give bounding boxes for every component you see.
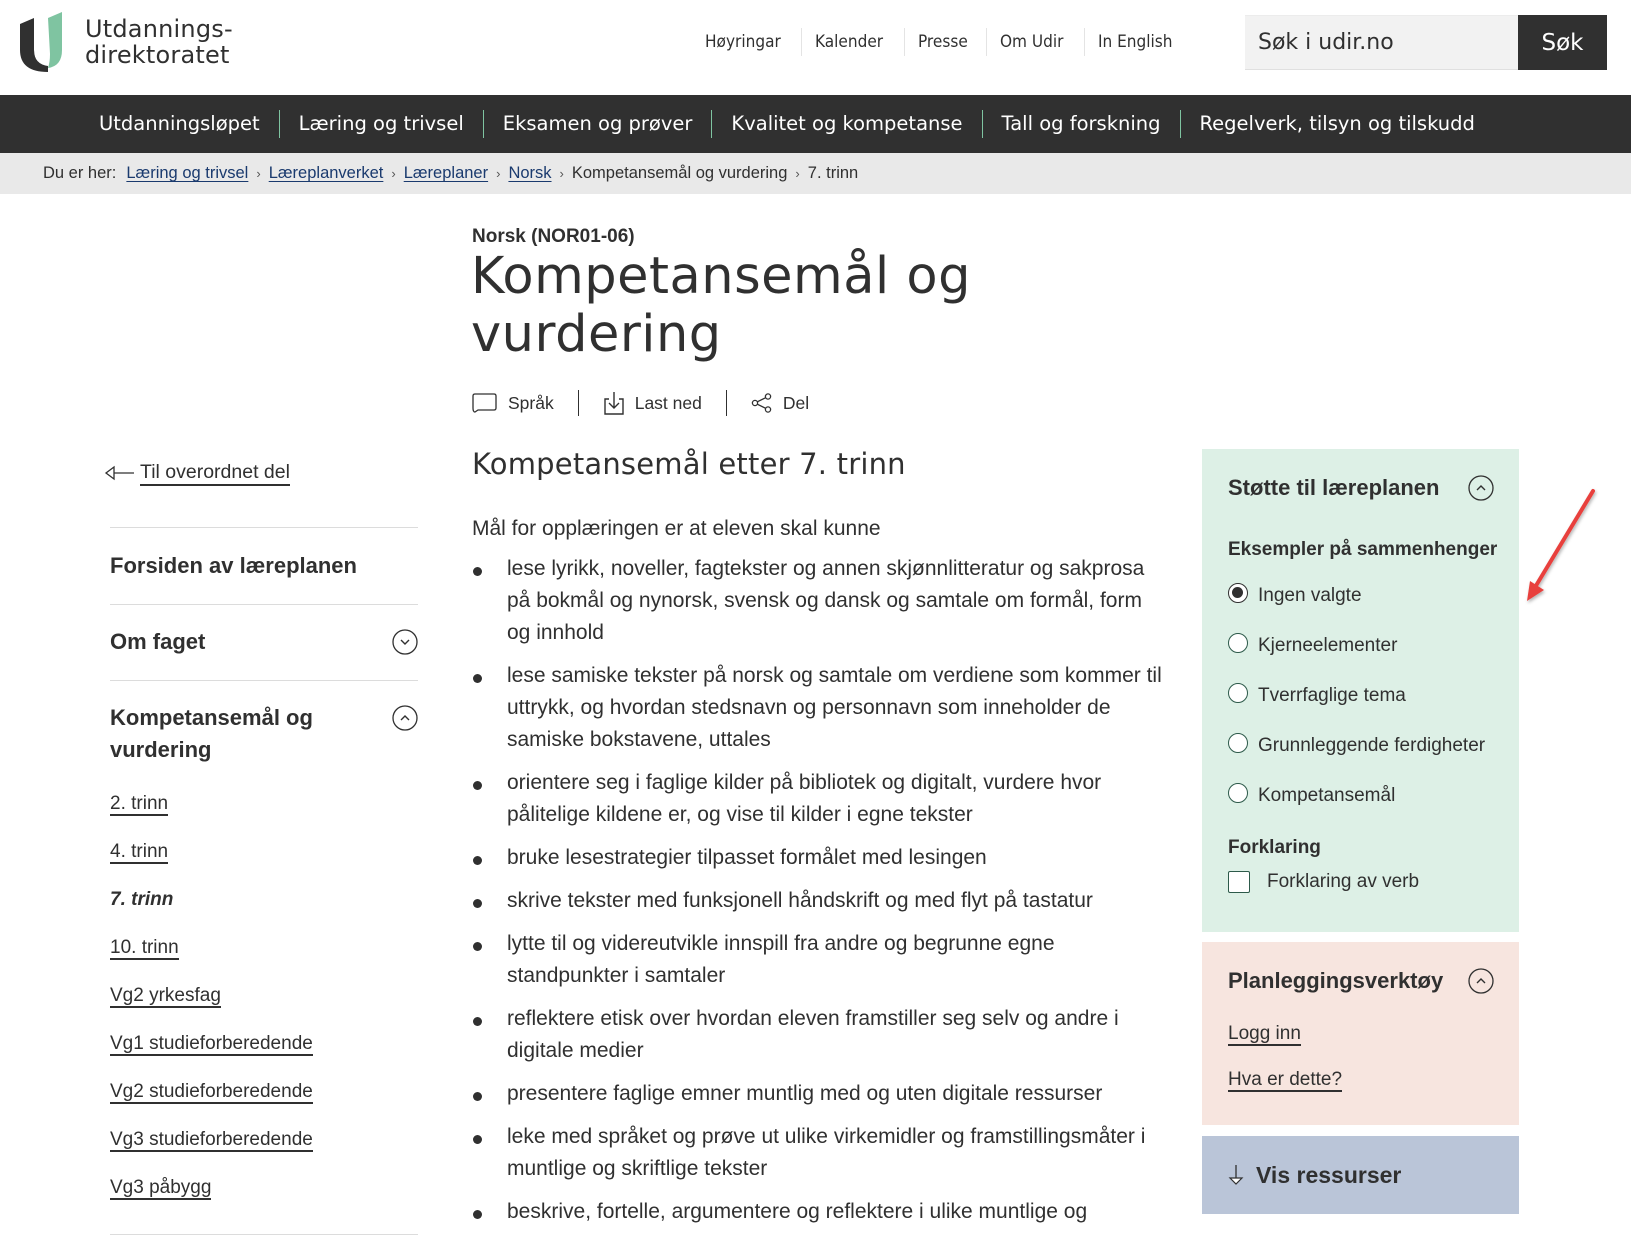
sidebar-nav: [110, 527, 418, 1235]
sidebar-item-label: Forsiden av læreplanen: [110, 553, 357, 578]
login-row: [1228, 1022, 1519, 1046]
goal-item: beskrive, fortelle, argumentere og reflektere i ulike muntlige og: [472, 1196, 1162, 1228]
radio-group: [1228, 571, 1519, 821]
sidebar-item-om-faget[interactable]: [110, 604, 418, 680]
radio-label: Ingen valgte: [1258, 585, 1362, 606]
sub-item-list: [110, 792, 418, 1224]
radio-tverrfaglige-tema[interactable]: [1228, 671, 1519, 721]
sub-item-link[interactable]: 2. trinn: [110, 793, 169, 814]
download-icon: [603, 391, 625, 415]
logo-line-2: direktoratet: [85, 41, 230, 69]
sub-item: [110, 1128, 418, 1176]
link-in-english[interactable]: In English: [1084, 28, 1186, 56]
support-panel-header[interactable]: [1228, 473, 1494, 503]
radio-kompetansemal[interactable]: [1228, 771, 1519, 821]
back-link-label: Til overordnet del: [140, 460, 290, 486]
sub-item: [110, 1032, 418, 1080]
main-nav: [0, 95, 1631, 153]
sidebar-item-kompetansemal: [110, 680, 418, 1235]
share-button[interactable]: [751, 393, 809, 414]
site-header: [0, 0, 1631, 95]
radio-button-checked[interactable]: [1228, 583, 1248, 603]
radio-button[interactable]: [1228, 633, 1248, 653]
breadcrumb-link[interactable]: Læreplanverket: [268, 164, 384, 182]
goal-item: leke med språket og prøve ut ulike virkemidler og framstillingsmåter i muntlige og skriftlige tekster: [472, 1121, 1162, 1185]
breadcrumb: [0, 153, 1631, 194]
radio-button[interactable]: [1228, 783, 1248, 803]
utility-nav: [692, 28, 1193, 56]
sub-item-link[interactable]: Vg2 yrkesfag: [110, 985, 221, 1006]
current-sub-item: 7. trinn: [110, 889, 174, 910]
planning-panel: [1202, 942, 1519, 1125]
main-content: [472, 447, 1162, 1238]
planning-panel-title: Planleggingsverktøy: [1228, 968, 1444, 993]
goal-item: lytte til og videreutvikle innspill fra andre og begrunne egne standpunkter i samtaler: [472, 928, 1162, 992]
goal-item: bruke lesestrategier tilpasset formålet med lesingen: [472, 842, 1162, 874]
arrow-left-icon: [104, 465, 134, 481]
logo[interactable]: [18, 10, 233, 74]
sidebar-item-forside[interactable]: [110, 527, 418, 604]
sub-item: [110, 792, 418, 840]
divider: [726, 390, 727, 416]
goal-item: lese samiske tekster på norsk og samtale om verdiene som kommer til uttrykk, og hvordan stedsnavn og personnavn som inneholder de samiske bokstavene, uttales: [472, 660, 1162, 756]
page-actions: [472, 390, 809, 416]
support-panel: [1202, 449, 1519, 932]
radio-label: Kompetansemål: [1258, 785, 1396, 806]
goal-item: lese lyrikk, noveller, fagtekster og annen skjønnlitteratur og sakprosa på bokmål og nynorsk, svensk og dansk og samtale om formål, form og innhold: [472, 553, 1162, 649]
sub-item-current: [110, 888, 418, 936]
breadcrumb-current: Kompetansemål og vurdering: [571, 164, 788, 182]
sub-item: [110, 936, 418, 984]
verb-explanation-checkbox-row[interactable]: [1228, 871, 1519, 893]
intro-text: Mål for opplæringen er at eleven skal kunne: [472, 517, 881, 540]
link-hoyringar[interactable]: Høyringar: [705, 32, 781, 51]
search-input[interactable]: [1245, 15, 1518, 70]
goal-item: reflektere etisk over hvordan eleven framstiller seg selv og andre i digitale medier: [472, 1003, 1162, 1067]
support-panel-title: Støtte til læreplanen: [1228, 475, 1440, 500]
nav-laering-og-trivsel[interactable]: Læring og trivsel: [279, 110, 483, 138]
subject-code: Norsk (NOR01-06): [472, 226, 635, 247]
arrow-down-icon: [1228, 1164, 1244, 1186]
share-icon: [751, 393, 773, 413]
annotation-arrow-icon: [1520, 485, 1600, 605]
divider: [578, 390, 579, 416]
link-om-udir[interactable]: Om Udir: [986, 28, 1076, 56]
link-kalender[interactable]: Kalender: [801, 28, 896, 56]
chevron-right-icon: ›: [559, 166, 564, 181]
nav-utdanningslopet[interactable]: Utdanningsløpet: [99, 112, 260, 135]
sub-item: [110, 1176, 418, 1224]
chevron-down-circle-icon[interactable]: [392, 629, 418, 655]
goals-list: [472, 553, 1162, 1228]
logo-text: [85, 16, 233, 68]
radio-grunnleggende-ferdigheter[interactable]: [1228, 721, 1519, 771]
chevron-right-icon: ›: [256, 166, 261, 181]
download-label: Last ned: [634, 392, 702, 413]
sub-item-link[interactable]: 4. trinn: [110, 841, 169, 862]
sub-item-link[interactable]: Vg3 påbygg: [110, 1177, 212, 1198]
chevron-up-circle-icon[interactable]: [392, 705, 418, 731]
sub-item: [110, 1080, 418, 1128]
radio-label: Kjerneelementer: [1258, 635, 1398, 656]
chevron-right-icon: ›: [391, 166, 396, 181]
page-title: Kompetansemål og vurdering: [471, 247, 971, 364]
nav-tall-og-forskning[interactable]: Tall og forskning: [982, 110, 1180, 138]
examples-group-label: Eksempler på sammenhenger: [1228, 539, 1498, 560]
sub-item: [110, 984, 418, 1032]
nav-eksamen-og-prover[interactable]: Eksamen og prøver: [483, 110, 712, 138]
planning-panel-header[interactable]: [1228, 966, 1494, 996]
show-resources: [1228, 1162, 1401, 1189]
sub-item-link[interactable]: 10. trinn: [110, 937, 179, 958]
share-label: Del: [782, 392, 810, 413]
checkbox[interactable]: [1228, 871, 1250, 893]
chevron-up-circle-icon[interactable]: [1468, 968, 1494, 994]
udir-logo-icon: [18, 10, 74, 74]
chevron-right-icon: ›: [795, 166, 800, 181]
show-resources-label: Vis ressurser: [1256, 1161, 1402, 1188]
language-button[interactable]: [472, 393, 554, 414]
nav-kvalitet-og-kompetanse[interactable]: Kvalitet og kompetanse: [711, 110, 981, 138]
speech-bubble-icon: [472, 393, 498, 413]
what-is-this-link[interactable]: Hva er dette?: [1228, 1069, 1343, 1090]
back-to-overview-link[interactable]: [104, 460, 290, 486]
search-button[interactable]: Søk: [1518, 15, 1607, 70]
section-heading: Kompetansemål etter 7. trinn: [472, 447, 906, 481]
logo-line-1: Utdannings-: [85, 15, 233, 43]
radio-label: Grunnleggende ferdigheter: [1258, 735, 1486, 756]
radio-ingen-valgte[interactable]: [1228, 571, 1519, 621]
sub-item: [110, 840, 418, 888]
chevron-right-icon: ›: [496, 166, 501, 181]
download-button[interactable]: [603, 391, 702, 415]
link-presse[interactable]: Presse: [904, 28, 981, 56]
breadcrumb-link[interactable]: Læreplaner: [403, 164, 489, 182]
goal-item: orientere seg i faglige kilder på bibliotek og digitalt, vurdere hvor pålitelige kildene er, og vise til kilder i egne tekster: [472, 767, 1162, 831]
nav-regelverk[interactable]: Regelverk, tilsyn og tilskudd: [1180, 110, 1494, 138]
login-link[interactable]: Logg inn: [1228, 1023, 1301, 1044]
sub-item-link[interactable]: Vg1 studieforberedende: [110, 1033, 313, 1054]
radio-kjerneelementer[interactable]: [1228, 621, 1519, 671]
radio-button[interactable]: [1228, 733, 1248, 753]
breadcrumb-current: 7. trinn: [807, 164, 859, 182]
breadcrumb-label: Du er her:: [43, 164, 117, 182]
search-form: [1245, 15, 1607, 70]
radio-label: Tverrfaglige tema: [1258, 685, 1406, 706]
goal-item: presentere faglige emner muntlig med og uten digitale ressurser: [472, 1078, 1162, 1110]
sidebar-item-label: Om faget: [110, 629, 206, 654]
sub-item-link[interactable]: Vg2 studieforberedende: [110, 1081, 313, 1102]
what-is-this-row: [1228, 1068, 1519, 1092]
breadcrumb-link[interactable]: Norsk: [508, 164, 552, 182]
checkbox-label: Forklaring av verb: [1267, 871, 1420, 892]
divider: [110, 1234, 418, 1235]
show-resources-button[interactable]: [1202, 1136, 1519, 1214]
radio-button[interactable]: [1228, 683, 1248, 703]
breadcrumb-link[interactable]: Læring og trivsel: [126, 164, 249, 182]
language-label: Språk: [508, 392, 554, 413]
sidebar-item-label[interactable]: Kompetansemål og vurdering: [110, 705, 313, 762]
sub-item-link[interactable]: Vg3 studieforberedende: [110, 1129, 313, 1150]
goal-item: skrive tekster med funksjonell håndskrift og med flyt på tastatur: [472, 885, 1162, 917]
explanation-group-label: Forklaring: [1228, 837, 1321, 858]
chevron-up-circle-icon[interactable]: [1468, 475, 1494, 501]
